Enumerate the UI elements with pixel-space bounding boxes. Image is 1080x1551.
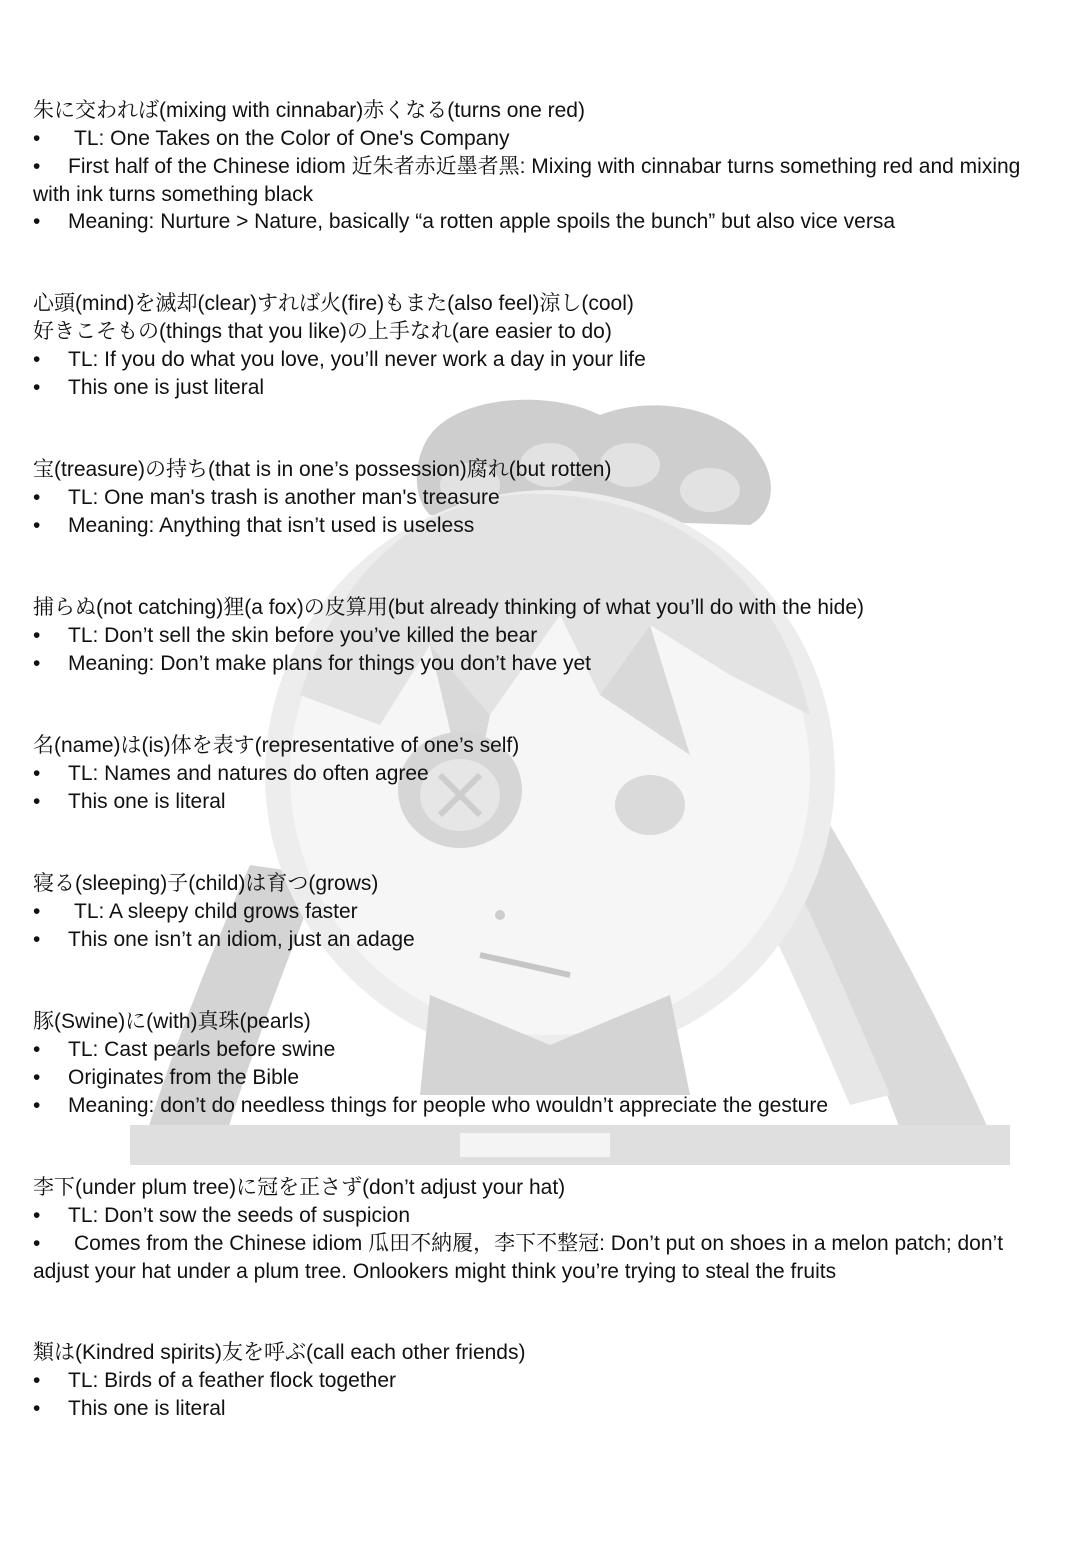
bullet-item: This one isn’t an idiom, just an adage bbox=[68, 928, 415, 951]
bullet-glyph: • bbox=[33, 348, 41, 371]
bullet-item: TL: Birds of a feather flock together bbox=[68, 1369, 397, 1392]
bullet-item: TL: One man's trash is another man's treasure bbox=[68, 486, 500, 509]
bullet-item: Meaning: don’t do needless things for people who wouldn’t appreciate the gesture bbox=[68, 1094, 829, 1117]
bullet-glyph: • bbox=[33, 1232, 41, 1255]
bullet-glyph: • bbox=[33, 1369, 41, 1392]
bullet-item: Originates from the Bible bbox=[68, 1066, 300, 1089]
bullet-item: First half of the Chinese idiom 近朱者赤近墨者黑: Mixing with cinnabar turns something red and mixing with ink turns something black bbox=[33, 155, 1021, 206]
bullet-glyph: • bbox=[33, 1397, 41, 1420]
section-heading: 名(name)は(is)体を表す(representative of one’s self) bbox=[33, 734, 520, 757]
bullet-item: Meaning: Don’t make plans for things you don’t have yet bbox=[68, 652, 591, 675]
bullet-item: TL: Don’t sow the seeds of suspicion bbox=[68, 1204, 411, 1227]
section-heading: 類は(Kindred spirits)友を呼ぶ(call each other friends) bbox=[33, 1341, 526, 1364]
bullet-glyph: • bbox=[33, 1204, 41, 1227]
bullet-item: Meaning: Nurture > Nature, basically “a rotten apple spoils the bunch” but also vice versa bbox=[68, 210, 896, 233]
bullet-item: TL: One Takes on the Color of One's Company bbox=[74, 127, 510, 150]
bullet-item: TL: A sleepy child grows faster bbox=[74, 900, 358, 923]
bullet-item: TL: Names and natures do often agree bbox=[68, 762, 429, 785]
bullet-glyph: • bbox=[33, 900, 41, 923]
section-heading: 寝る(sleeping)子(child)は育つ(grows) bbox=[33, 872, 379, 895]
bullet-item: TL: If you do what you love, you’ll never work a day in your life bbox=[68, 348, 646, 371]
bullet-glyph: • bbox=[33, 762, 41, 785]
section-heading: 朱に交われば(mixing with cinnabar)赤くなる(turns one red) bbox=[33, 99, 585, 122]
section-heading: 宝(treasure)の持ち(that is in one’s possession)腐れ(but rotten) bbox=[33, 458, 612, 481]
bullet-glyph: • bbox=[33, 155, 41, 178]
bullet-item: This one is literal bbox=[68, 790, 226, 813]
section-heading: 好きこそもの(things that you like)の上手なれ(are easier to do) bbox=[33, 320, 612, 343]
bullet-glyph: • bbox=[33, 514, 41, 537]
section-heading: 捕らぬ(not catching)狸(a fox)の皮算用(but already thinking of what you’ll do with the hide) bbox=[33, 596, 865, 619]
bullet-glyph: • bbox=[33, 790, 41, 813]
bullet-glyph: • bbox=[33, 127, 41, 150]
section-heading: 李下(under plum tree)に冠を正さず(don’t adjust your hat) bbox=[33, 1176, 566, 1199]
bullet-glyph: • bbox=[33, 1066, 41, 1089]
bullet-item: Comes from the Chinese idiom 瓜田不納履，李下不整冠: Don’t put on shoes in a melon patch; don’t adjust your hat under a plum tree. Onlookers might think you’re trying to steal the fruits bbox=[33, 1232, 1004, 1283]
bullet-glyph: • bbox=[33, 376, 41, 399]
section-heading: 豚(Swine)に(with)真珠(pearls) bbox=[33, 1010, 311, 1033]
bullet-glyph: • bbox=[33, 1038, 41, 1061]
bullet-item: This one is just literal bbox=[68, 376, 265, 399]
bullet-glyph: • bbox=[33, 928, 41, 951]
section-heading: 心頭(mind)を滅却(clear)すれば火(fire)もまた(also feel)涼し(cool) bbox=[33, 292, 634, 315]
bullet-glyph: • bbox=[33, 1094, 41, 1117]
bullet-item: TL: Don’t sell the skin before you’ve killed the bear bbox=[68, 624, 538, 647]
bullet-item: TL: Cast pearls before swine bbox=[68, 1038, 336, 1061]
bullet-item: Meaning: Anything that isn’t used is useless bbox=[68, 514, 475, 537]
bullet-glyph: • bbox=[33, 624, 41, 647]
bullet-glyph: • bbox=[33, 652, 41, 675]
bullet-item: This one is literal bbox=[68, 1397, 226, 1420]
bullet-glyph: • bbox=[33, 486, 41, 509]
bullet-glyph: • bbox=[33, 210, 41, 233]
